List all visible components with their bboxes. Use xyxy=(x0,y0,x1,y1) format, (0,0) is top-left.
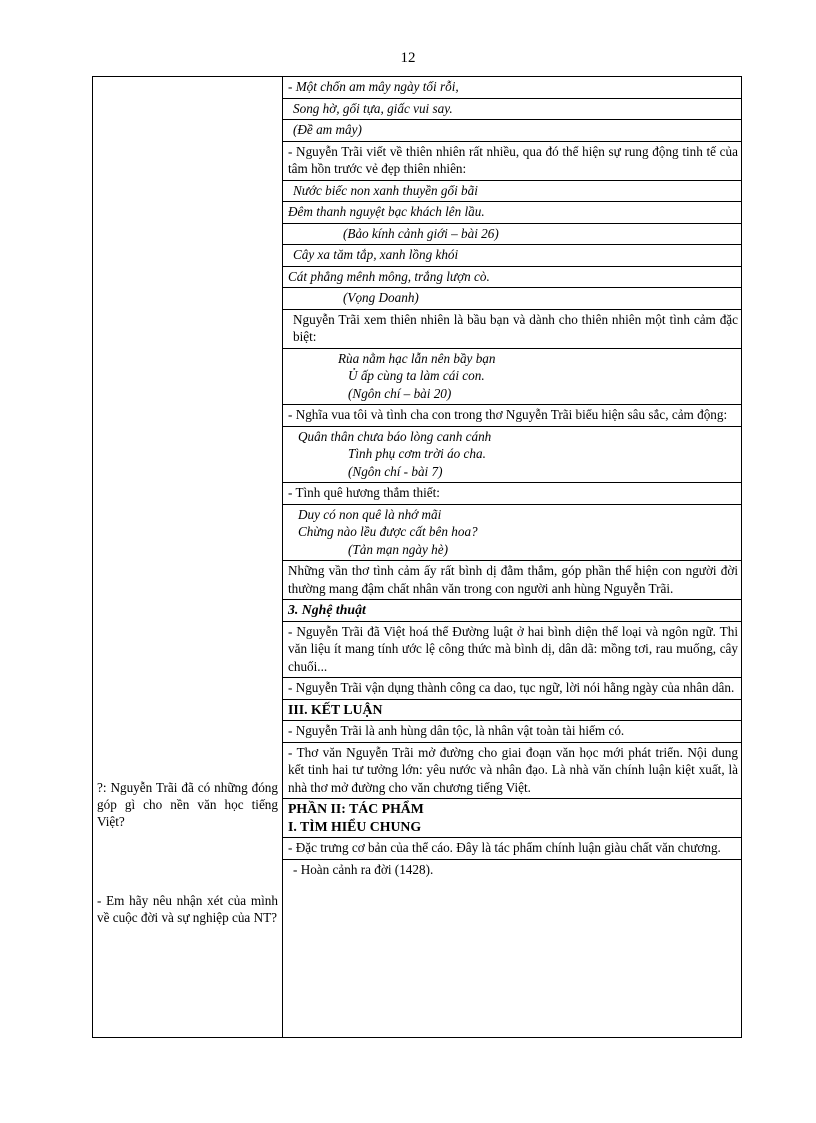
content-row xyxy=(283,181,741,203)
content-row xyxy=(283,483,741,505)
paragraph: - Nguyễn Trãi đã Việt hoá thể Đường luật ở hai bình diện thể loại và ngôn ngữ. Thi văn liệu ít mang tính ước lệ công thức mà bình dị, dân dã: mồng tơi, rau muống, cây chuối... xyxy=(288,623,738,674)
questions-column xyxy=(93,77,283,1038)
lesson-table xyxy=(92,76,742,1038)
content-row xyxy=(283,310,741,349)
paragraph: - Nghĩa vua tôi và tình cha con trong thơ Nguyễn Trãi biểu hiện sâu sắc, cảm động: xyxy=(288,407,728,422)
content-row xyxy=(283,224,741,246)
content-row xyxy=(283,860,741,881)
poem-line: Quân thân chưa báo lòng canh cánh xyxy=(298,428,492,444)
paragraph: - Tình quê hương thắm thiết: xyxy=(288,485,440,500)
poem-source: (Ngôn chí - bài 7) xyxy=(348,463,443,479)
content-row xyxy=(283,267,741,289)
paragraph: - Nguyễn Trãi là anh hùng dân tộc, là nhân vật toàn tài hiếm có. xyxy=(288,723,625,738)
content-row xyxy=(283,743,741,800)
poem-source: (Ngôn chí – bài 20) xyxy=(348,385,452,401)
paragraph: Những vần thơ tình cảm ấy rất bình dị đằm thắm, góp phần thể hiện con người đời thường mang đậm chất nhân văn trong con người anh hùng Nguyễn Trãi. xyxy=(288,563,738,596)
section-heading: 3. Nghệ thuật xyxy=(288,602,366,617)
content-row xyxy=(283,600,741,622)
page-number: 12 xyxy=(400,50,416,66)
section-heading: I. TÌM HIỂU CHUNG xyxy=(288,818,422,834)
poem-line: - Một chốn am mây ngày tối rỗi, xyxy=(288,79,459,94)
content-row xyxy=(283,678,741,700)
poem-line: Song hờ, gối tựa, giấc vui say. xyxy=(293,100,453,116)
poem-source: (Tản mạn ngày hè) xyxy=(348,541,448,557)
content-row xyxy=(283,405,741,427)
content-row xyxy=(283,202,741,224)
content-row xyxy=(283,349,741,406)
paragraph: - Hoàn cảnh ra đời (1428). xyxy=(293,861,434,877)
content-row xyxy=(283,700,741,722)
content-column xyxy=(283,77,742,1038)
poem-line: Chừng nào lều được cất bên hoa? xyxy=(298,524,478,539)
section-heading: III. KẾT LUẬN xyxy=(288,701,383,717)
content-row xyxy=(283,505,741,562)
poem-line: Tình phụ cơm trời áo cha. xyxy=(348,446,486,461)
paragraph: - Thơ văn Nguyễn Trãi mở đường cho giai đoạn văn học mới phát triển. Nội dung kết tinh hai tư tưởng lớn: yêu nước và nhân đạo. Là nhà văn chính luận kiệt xuất, là nhà thơ mở đường cho văn chương tiếng Việt. xyxy=(288,744,738,795)
content-row xyxy=(283,99,741,121)
content-row xyxy=(283,561,741,600)
poem-source: (Bảo kính cảnh giới – bài 26) xyxy=(343,225,499,241)
content-row xyxy=(283,799,741,838)
content-row xyxy=(283,622,741,679)
poem-line: Rùa nằm hạc lẫn nên bầy bạn xyxy=(338,350,496,366)
content-row xyxy=(283,721,741,743)
content-row xyxy=(283,838,741,860)
part-heading: PHẦN II: TÁC PHẨM xyxy=(288,801,424,816)
content-row xyxy=(283,427,741,484)
poem-source: (Vọng Doanh) xyxy=(343,290,419,305)
content-row xyxy=(283,77,741,99)
question-contributions: ?: Nguyễn Trãi đã có những đóng góp gì cho nền văn học tiếng Việt? xyxy=(97,780,278,829)
poem-source: (Đề am mây) xyxy=(293,122,362,137)
poem-line: Nước biếc non xanh thuyền gối bãi xyxy=(293,182,478,198)
paragraph: Nguyễn Trãi xem thiên nhiên là bầu bạn và dành cho thiên nhiên một tình cảm đặc biệt: xyxy=(293,311,738,344)
poem-line: Duy có non quê là nhớ mãi xyxy=(298,506,442,522)
question-evaluation: - Em hãy nêu nhận xét của mình về cuộc đời và sự nghiệp của NT? xyxy=(97,893,278,925)
content-row xyxy=(283,245,741,267)
content-row xyxy=(283,142,741,181)
poem-line: Cây xa tăm tắp, xanh lồng khói xyxy=(293,247,459,262)
poem-line: Ủ ấp cùng ta làm cái con. xyxy=(348,368,485,383)
paragraph: - Đặc trưng cơ bản của thể cáo. Đây là tác phẩm chính luận giàu chất văn chương. xyxy=(288,840,721,855)
poem-line: Cát phẳng mênh mông, trắng lượn cò. xyxy=(288,268,490,284)
paragraph: - Nguyễn Trãi vận dụng thành công ca dao, tục ngữ, lời nói hằng ngày của nhân dân. xyxy=(288,680,735,695)
paragraph: - Nguyễn Trãi viết về thiên nhiên rất nhiều, qua đó thể hiện sự rung động tinh tế của tâm hồn trước vẻ đẹp thiên nhiên: xyxy=(288,143,738,176)
poem-line: Đêm thanh nguyệt bạc khách lên lầu. xyxy=(288,204,485,219)
content-row xyxy=(283,288,741,310)
content-row xyxy=(283,120,741,142)
